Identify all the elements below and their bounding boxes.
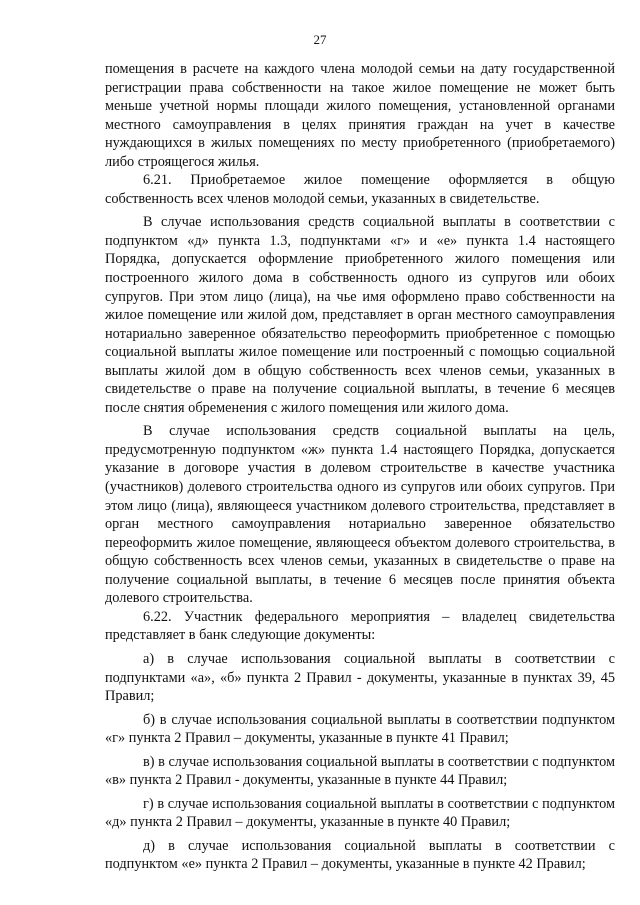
paragraph-shared-construction: В случае использования средств социальной выплаты на цель, предусмотренную подпунктом «ж» пункта 1.4 настоящего Порядка, допускается указание в договоре участия в долевом строительстве в качестве участника (участников) долевого строительства одного из супругов или обоих супругов. При этом лицо (лица), являющееся участником долевого строительства, представляет в орган местного самоуправления нотариально заверенное обязательство переоформить жилое помещение, являющееся объектом долевого строительства, в общую собственность всех членов семьи, указанных в свидетельстве о праве на получение социальной выплаты, в течение 6 месяцев после принятия объекта долевого строительства. xyxy=(105,423,615,607)
list-item-b: б) в случае использования социальной выплаты в соответствии подпунктом «г» пункта 2 Правил – документы, указанные в пункте 41 Правил; xyxy=(105,711,615,747)
paragraph-family-ownership: В случае использования средств социальной выплаты в соответствии с подпунктом «д» пункта 1.3, подпунктами «г» и «е» пункта 1.4 настоящего Порядка, допускается оформление приобретенного жилого помещения или построенного жилого дома в собственность одного из супругов или обоих супругов. При этом лицо (лица), на чье имя оформлено право собственности на жилое помещение или жилой дом, представляет в орган местного самоуправления нотариально заверенное обязательство переоформить приобретенное с помощью социальной выплаты жилое помещение или построенный с помощью социальной выплаты жилой дом в общую собственность всех членов семьи, указанных в свидетельстве о праве на получение социальной выплаты, в течение 6 месяцев после снятия обременения с жилого помещения или жилого дома. xyxy=(105,214,615,416)
paragraph-6-21: 6.21. Приобретаемое жилое помещение оформляется в общую собственность всех членов молодой семьи, указанных в свидетельстве. xyxy=(105,172,615,207)
paragraph-continuation: помещения в расчете на каждого члена молодой семьи на дату государственной регистрации права собственности на такое жилое помещение не может быть меньше учетной нормы площади жилого помещения, установленной органами местного самоуправления в целях принятия граждан на учет в качестве нуждающихся в жилых помещениях по месту приобретенного (приобретаемого) либо строящегося жилья. xyxy=(105,61,615,170)
document-body xyxy=(105,60,615,874)
page-number: 27 xyxy=(313,32,327,47)
paragraph-6-22: 6.22. Участник федерального мероприятия – владелец свидетельства представляет в банк следующие документы: xyxy=(105,608,615,644)
list-item-a: а) в случае использования социальной выплаты в соответствии с подпунктами «а», «б» пункта 2 Правил - документы, указанные в пунктах 39, 45 Правил; xyxy=(105,650,615,705)
list-item-v: в) в случае использования социальной выплаты в соответствии с подпунктом «в» пункта 2 Правил - документы, указанные в пункте 44 Правил; xyxy=(105,753,615,789)
list-item-g: г) в случае использования социальной выплаты в соответствии с подпунктом «д» пункта 2 Правил – документы, указанные в пункте 40 Правил; xyxy=(105,795,615,831)
list-item-d: д) в случае использования социальной выплаты в соответствии с подпунктом «е» пункта 2 Правил – документы, указанные в пункте 42 Правил; xyxy=(105,837,615,873)
